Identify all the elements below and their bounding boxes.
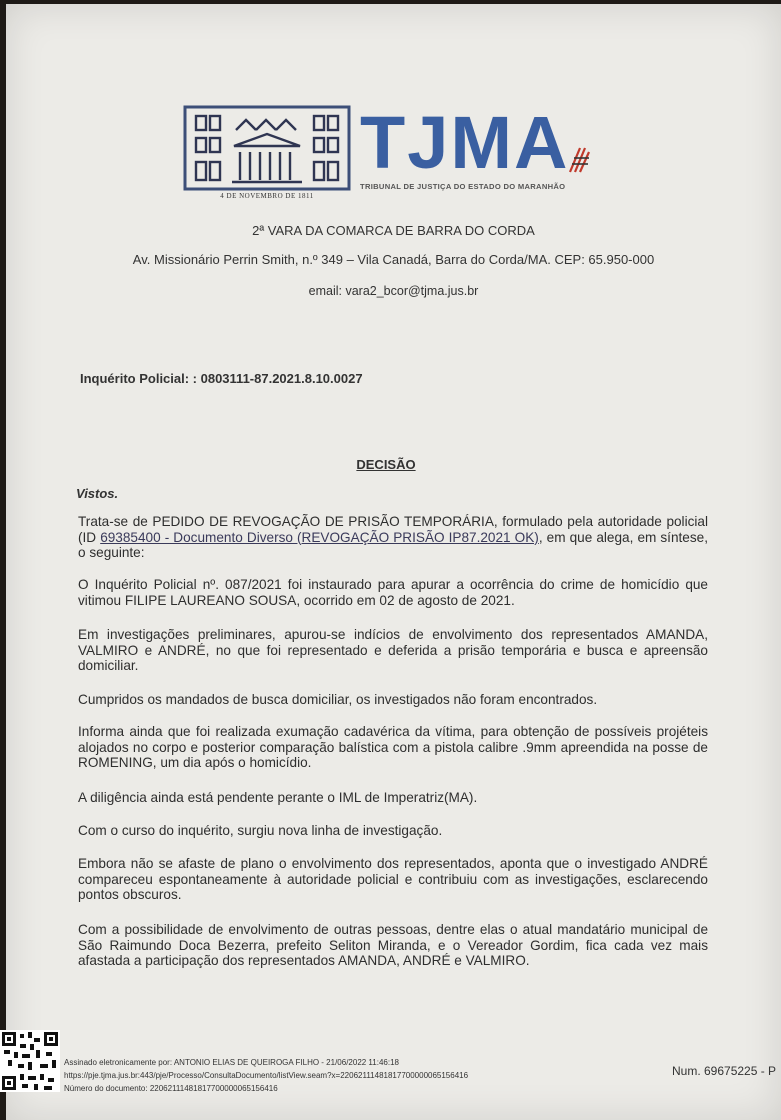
inquerito-number: Inquérito Policial: : 0803111-87.2021.8.10.0027 — [80, 371, 363, 386]
paragraph-1-end: , em que alega, em síntese, o seguinte: — [78, 529, 708, 560]
paragraph-7: Com o curso do inquérito, surgiu nova linha de investigação. — [78, 823, 443, 838]
courthouse-crest-icon — [182, 104, 352, 204]
paragraph-6: A diligência ainda está pendente perante o IML de Imperatriz(MA). — [78, 790, 478, 805]
signature-footer — [0, 1028, 781, 1120]
court-email: email: vara2_bcor@tjma.jus.br — [308, 284, 479, 298]
crest-caption: 4 DE NOVEMBRO DE 1811 — [220, 192, 314, 200]
brand-title: TJMA — [360, 101, 570, 184]
paragraph-4: Cumpridos os mandados de busca domiciliar, os investigados não foram encontrados. — [78, 692, 598, 707]
court-address: Av. Missionário Perrin Smith, n.º 349 – Vila Canadá, Barra do Corda/MA. CEP: 65.950-000 — [132, 252, 655, 267]
page-number-id: Num. 69675225 - P — [672, 1064, 777, 1078]
signed-by: Assinado eletronicamente por: ANTONIO ELIAS DE QUEIROGA FILHO - 21/06/2022 11:46:18 — [64, 1058, 399, 1067]
document-page — [6, 4, 781, 1120]
document-url[interactable]: https://pje.tjma.jus.br:443/pje/Processo/ConsultaDocumento/listView.seam?x=22062111481817700000065156416 — [64, 1071, 469, 1080]
paragraph-9: Com a possibilidade de envolvimento de outras pessoas, dentre elas o atual mandatário municipal de São Raimundo Doca Bezerra, prefeito Seliton Miranda, e o Vereador Gordim, fica cada vez mais afastada a participação dos representados AMANDA, ANDRÉ e VALMIRO. — [78, 922, 708, 968]
qr-code-icon[interactable] — [0, 1030, 60, 1092]
decision-title: DECISÃO — [356, 457, 416, 472]
document-link[interactable]: 69385400 - Documento Diverso (REVOGAÇÃO PRISÃO IP87.2021 OK) — [100, 529, 539, 545]
document-number: Número do documento: 22062111481817700000065156416 — [64, 1084, 278, 1093]
paragraph-2: O Inquérito Policial nº. 087/2021 foi instaurado para apurar a ocorrência do crime de homicídio que vitimou FILIPE LAUREANO SOUSA, ocorrido em 02 de agosto de 2021. — [78, 577, 708, 608]
vistos-label: Vistos. — [76, 486, 119, 501]
paragraph-3: Em investigações preliminares, apurou-se indícios de envolvimento dos representados AMANDA, VALMIRO e ANDRÉ, no que foi representado e deferida a prisão temporária e busca e apreensão domiciliar. — [78, 627, 708, 673]
court-name: 2ª VARA DA COMARCA DE BARRA DO CORDA — [252, 223, 535, 238]
paragraph-8: Embora não se afaste de plano o envolvimento dos representados, aponta que o investigado ANDRÉ compareceu espontaneamente à autoridade policial e contribuiu com as investigações, esclarecendo pontos obscuros. — [78, 856, 708, 902]
paragraph-5: Informa ainda que foi realizada exumação cadavérica da vítima, para obtenção de possíveis projéteis alojados no corpo e posterior comparação balística com a pistola calibre .9mm apreendida na posse de ROMENING, um dia após o homicídio. — [78, 724, 708, 770]
tjma-logo — [182, 101, 602, 212]
signature-info — [64, 1056, 468, 1095]
paragraph-1 — [78, 514, 708, 561]
maranhao-flag-icon — [568, 144, 590, 174]
paragraph-1-start: Trata-se de PEDIDO DE REVOGAÇÃO DE PRISÃO TEMPORÁRIA, formulado pela autoridade policial (ID — [78, 514, 708, 545]
brand-subtitle: TRIBUNAL DE JUSTIÇA DO ESTADO DO MARANHÃO — [360, 182, 566, 191]
